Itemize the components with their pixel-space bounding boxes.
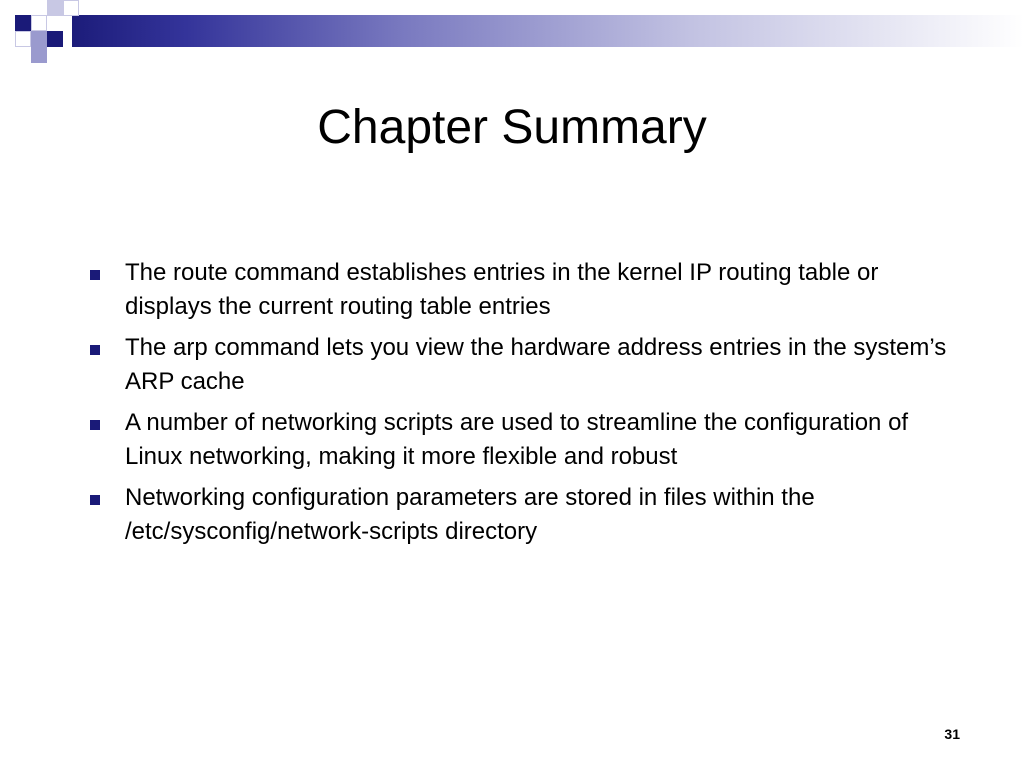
decor-square: [31, 15, 47, 31]
slide-number: 31: [944, 726, 960, 742]
square-bullet-icon: [90, 420, 100, 430]
decor-square: [47, 0, 63, 16]
bullet-item: [88, 331, 948, 399]
bullet-text: The route command establishes entries in the kernel IP routing table or displays the current routing table entries: [125, 259, 879, 320]
bullet-text: The arp command lets you view the hardware address entries in the system’s ARP cache: [125, 334, 947, 395]
decor-square: [31, 31, 47, 47]
bullet-item: [88, 406, 948, 474]
decor-square: [47, 31, 63, 47]
square-bullet-icon: [90, 270, 100, 280]
bullet-text: Networking configuration parameters are stored in files within the /etc/sysconfig/network-scripts directory: [125, 484, 815, 545]
slide-title: Chapter Summary: [317, 101, 707, 154]
square-bullet-icon: [90, 345, 100, 355]
bullet-list: [88, 256, 948, 556]
bullet-item: [88, 256, 948, 324]
decor-square: [15, 15, 31, 31]
decor-square: [63, 0, 79, 16]
header-gradient-bar: [72, 15, 1024, 47]
decor-square: [31, 47, 47, 63]
decor-square: [15, 31, 31, 47]
square-bullet-icon: [90, 495, 100, 505]
bullet-text: A number of networking scripts are used to streamline the configuration of Linux networking, making it more flexible and robust: [125, 409, 909, 470]
bullet-item: [88, 481, 948, 549]
